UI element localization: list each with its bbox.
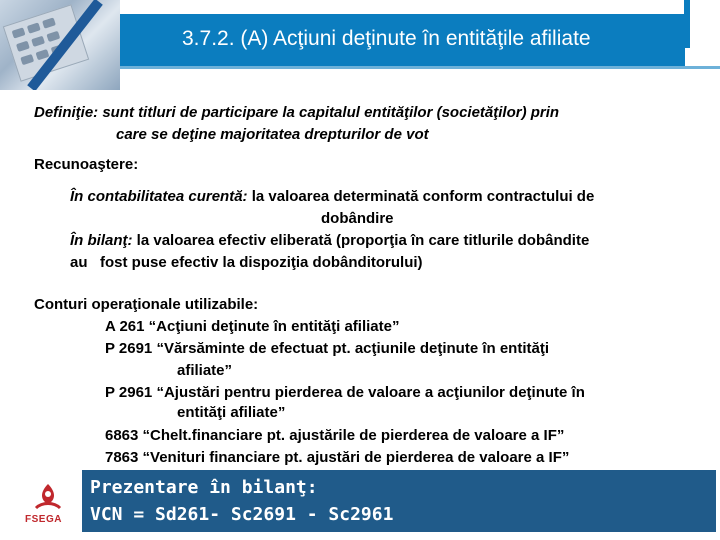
recognition-heading: Recunoaştere: <box>34 156 139 173</box>
footer-formula: VCN = Sd261- Sc2691 - Sc2961 <box>90 504 394 525</box>
recognition-balance-text: la valoarea efectiv eliberată (proporţia în care titlurile dobândite <box>136 232 590 249</box>
account-p2961: P 2961 “Ajustări pentru pierderea de valoare a acţiunilor deţinute în <box>105 384 585 401</box>
logo-text: FSEGA <box>25 514 62 525</box>
recognition-balance <box>70 230 589 252</box>
account-p2691-cont: afiliate” <box>177 362 233 379</box>
recognition-balance-label: În bilanţ: <box>70 232 133 249</box>
footer-banner <box>82 470 716 532</box>
header-accent-bar <box>684 0 690 48</box>
recognition-current-text: la valoarea determinată conform contractului de <box>251 188 595 205</box>
definition-text: sunt titluri de participare la capitalul entităţilor (societăţilor) prin <box>102 104 560 121</box>
fsega-logo <box>20 482 80 538</box>
accounts-heading: Conturi operaţionale utilizabile: <box>34 296 259 313</box>
title-banner <box>120 14 685 66</box>
recognition-current-text-2: dobândire <box>321 210 394 227</box>
recognition-current <box>70 186 594 208</box>
recognition-current-label: În contabilitatea curentă: <box>70 188 248 205</box>
definition-label: Definiţie: <box>34 104 99 121</box>
fsega-emblem-icon <box>28 482 68 516</box>
account-7863: 7863 “Venituri financiare pt. ajustări de pierderea de valoare a IF” <box>105 449 570 466</box>
header-divider <box>120 66 720 69</box>
page-title: 3.7.2. (A) Acţiuni deţinute în entităţile afiliate <box>182 27 591 50</box>
account-6863: 6863 “Chelt.financiare pt. ajustările de pierderea de valoare a IF” <box>105 427 565 444</box>
header-photo-calculator <box>0 0 120 90</box>
definition-line-2: care se deţine majoritatea drepturilor de vot <box>116 126 429 143</box>
slide-header <box>0 0 720 90</box>
recognition-balance-text-2: au fost puse efectiv la dispoziţia dobânditorului) <box>70 254 423 271</box>
account-p2691: P 2691 “Vărsăminte de efectuat pt. acţiunile deţinute în entităţi <box>105 340 550 357</box>
account-p2961-cont: entităţi afiliate” <box>177 404 286 421</box>
account-a261: A 261 “Acţiuni deţinute în entităţi afiliate” <box>105 318 400 335</box>
footer-line-1: Prezentare în bilanţ: <box>90 477 318 498</box>
definition-line-1 <box>34 102 559 124</box>
